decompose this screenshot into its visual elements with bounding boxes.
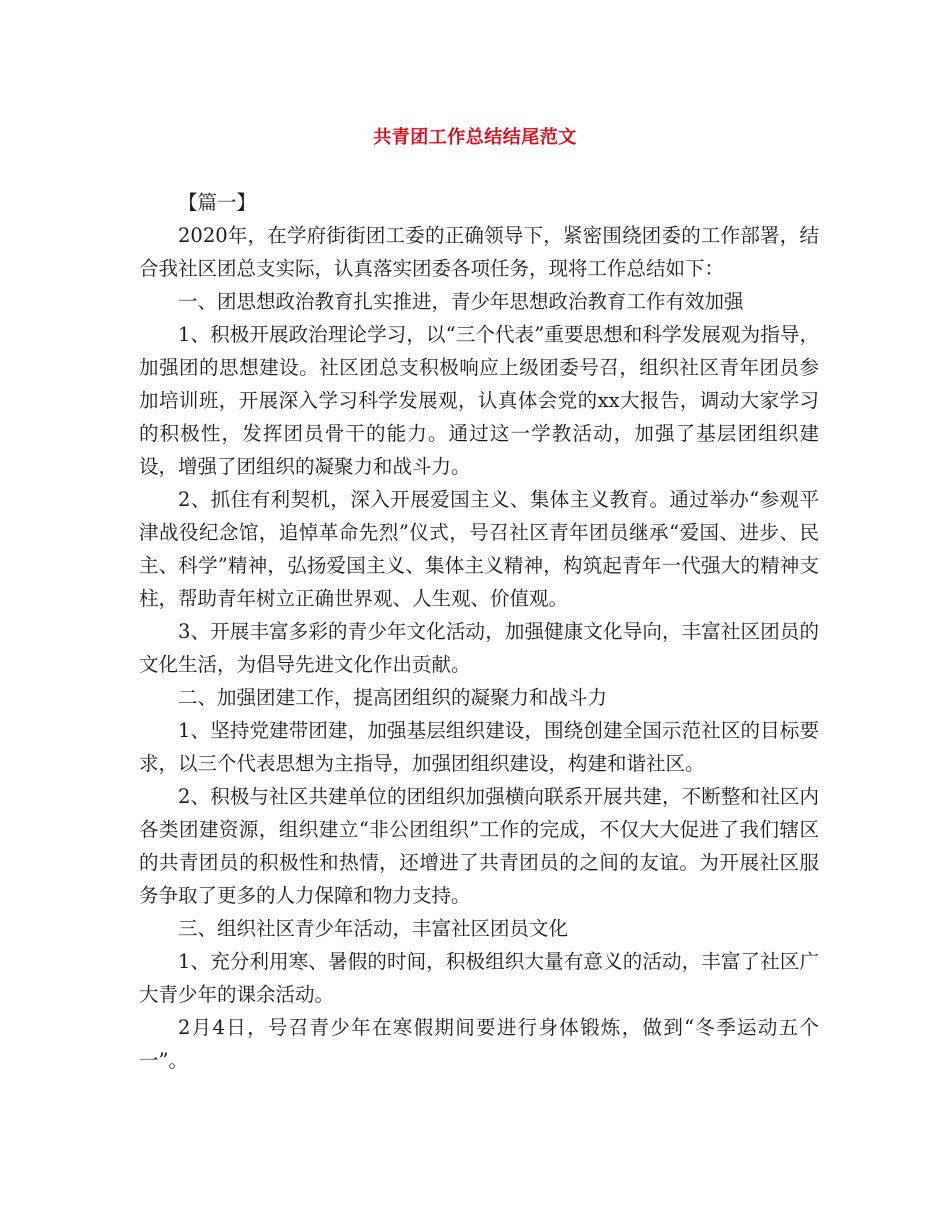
- body-paragraph: 2、抓住有利契机，深入开展爱国主义、集体主义教育。通过举办“参观平津战役纪念馆，追悼革命先烈”仪式，号召社区青年团员继承“爱国、进步、民主、科学”精神，弘扬爱国主义、集体主义精神，构筑起青年一代强大的精神支柱，帮助青年树立正确世界观、人生观、价值观。: [139, 488, 819, 610]
- body-paragraph: 2、积极与社区共建单位的团组织加强横向联系开展共建，不断整和社区内各类团建资源，组织建立“非公团组织”工作的完成，不仅大大促进了我们辖区的共青团员的积极性和热情，还增进了共青团员的之间的友谊。为开展社区服务争取了更多的人力保障和物力支持。: [139, 785, 819, 907]
- body-paragraph: 1、积极开展政治理论学习，以“三个代表”重要思想和科学发展观为指导，加强团的思想建设。社区团总支积极响应上级团委号召，组织社区青年团员参加培训班，开展深入学习科学发展观，认真体会党的xx大报告，调动大家学习的积极性，发挥团员骨干的能力。通过这一学教活动，加强了基层团组织建设，增强了团组织的凝聚力和战斗力。: [139, 323, 819, 478]
- document-body: [139, 186, 819, 1077]
- body-paragraph: 3、开展丰富多彩的青少年文化活动，加强健康文化导向，丰富社区团员的文化生活，为倡导先进文化作出贡献。: [139, 620, 819, 676]
- document-title: 共青团工作总结结尾范文: [373, 127, 577, 148]
- body-paragraph: 1、坚持党建带团建，加强基层组织建设，围绕创建全国示范社区的目标要求，以三个代表思想为主指导，加强团组织建设，构建和谐社区。: [139, 719, 819, 775]
- section-heading: 二、加强团建工作，提高团组织的凝聚力和战斗力: [178, 686, 608, 709]
- section-heading: 三、组织社区青少年活动，丰富社区团员文化: [178, 917, 569, 940]
- intro-paragraph: 2020年，在学府街街团工委的正确领导下，紧密围绕团委的工作部署，结合我社区团总支实际，认真落实团委各项任务，现将工作总结如下：: [139, 224, 819, 280]
- body-paragraph: 2月4日，号召青少年在寒假期间要进行身体锻炼，做到“冬季运动五个一”。: [139, 1016, 819, 1072]
- section-heading: 一、团思想政治教育扎实推进，青少年思想政治教育工作有效加强: [178, 290, 744, 313]
- section-heading: 【篇一】: [178, 191, 257, 214]
- body-paragraph: 1、充分利用寒、暑假的时间，积极组织大量有意义的活动，丰富了社区广大青少年的课余活动。: [139, 950, 819, 1006]
